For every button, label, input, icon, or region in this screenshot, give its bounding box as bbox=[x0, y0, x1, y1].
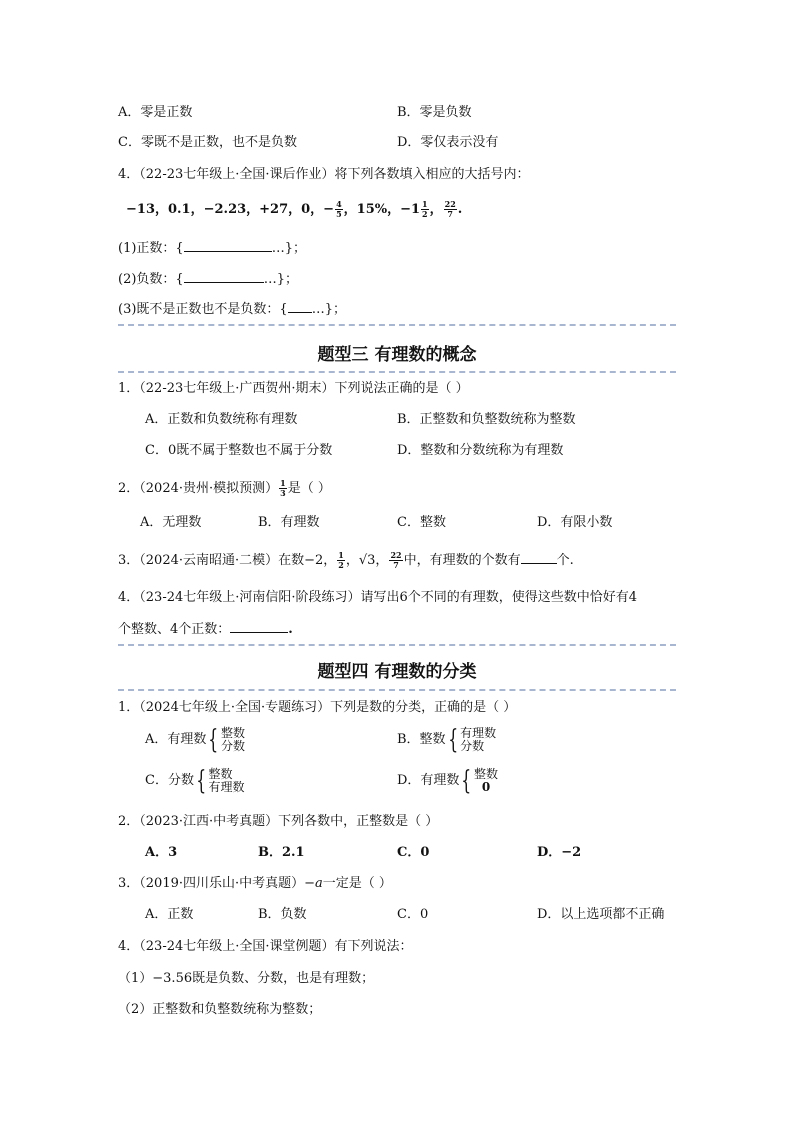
answer-blank[interactable] bbox=[288, 300, 312, 313]
s3-q2-stem: 2．（2024·贵州·模拟预测） $\frac{1}{3}$ 是（ ） bbox=[118, 478, 331, 498]
s3-q1-option-a: A．正数和负数统称有理数 bbox=[145, 412, 298, 427]
s4-q2-stem: 2．（2023·江西·中考真题）下列各数中，正整数是（ ） bbox=[118, 814, 439, 829]
option-d: D．零仅表示没有 bbox=[397, 135, 499, 150]
section-title: 题型三 有理数的概念 bbox=[317, 345, 477, 365]
s4-q2-option-b: B．2.1 bbox=[258, 845, 305, 860]
s4-q4-item1: （1）−3.56既是负数、分数，也是有理数； bbox=[118, 971, 375, 986]
q4-part1: (1)正数：{ …}； bbox=[118, 241, 306, 256]
s4-q1-option-d: D．有理数{ 整数 0 bbox=[397, 766, 498, 796]
s4-q2-option-c: C．0 bbox=[397, 845, 430, 860]
s4-q3-stem: 3．（2019·四川乐山·中考真题）−a一定是（ ） bbox=[118, 876, 392, 891]
s4-q2-option-d: D．−2 bbox=[537, 845, 582, 860]
s4-q3-option-c: C．0 bbox=[397, 907, 429, 922]
q4-stem: 4．（22-23七年级上·全国·课后作业）将下列各数填入相应的大括号内： bbox=[118, 167, 530, 182]
s4-q3-option-a: A．正数 bbox=[145, 907, 194, 922]
s4-q4-stem: 4．（23-24七年级上·全国·课堂例题）有下列说法： bbox=[118, 939, 413, 954]
s4-q1-option-a: A．有理数{ 整数 分数 bbox=[145, 725, 245, 755]
answer-blank[interactable] bbox=[230, 620, 288, 633]
s3-q4-line2: 个整数、4个正数： . bbox=[118, 622, 293, 637]
option-c: C．零既不是正数，也不是负数 bbox=[118, 135, 297, 150]
s4-q3-option-d: D．以上选项都不正确 bbox=[537, 907, 665, 922]
s4-q1-stem: 1．（2024七年级上·全国·专题练习）下列是数的分类，正确的是（ ） bbox=[118, 700, 517, 715]
answer-blank[interactable] bbox=[184, 239, 272, 252]
section-divider bbox=[118, 689, 676, 691]
section-divider bbox=[118, 324, 676, 326]
s3-q2-option-d: D．有限小数 bbox=[537, 515, 613, 530]
s4-q1-option-b: B．整数{ 有理数 分数 bbox=[397, 725, 497, 755]
answer-blank[interactable] bbox=[184, 270, 264, 283]
s3-q2-option-b: B．有理数 bbox=[258, 515, 320, 530]
s3-q1-option-b: B．正整数和负整数统称为整数 bbox=[397, 412, 576, 427]
s3-q4-line1: 4．（23-24七年级上·河南信阳·阶段练习）请写出6个不同的有理数，使得这些数中恰好有4 bbox=[118, 590, 638, 605]
s3-q2-option-a: A．无理数 bbox=[140, 515, 202, 530]
s3-q1-stem: 1．（22-23七年级上·广西贺州·期末）下列说法正确的是（ ） bbox=[118, 381, 469, 396]
option-a: A．零是正数 bbox=[118, 105, 193, 120]
section-divider bbox=[118, 371, 676, 373]
s4-q1-option-c: C．分数{ 整数 有理数 bbox=[145, 766, 245, 796]
option-b: B．零是负数 bbox=[397, 105, 472, 120]
s4-q3-option-b: B．负数 bbox=[258, 907, 307, 922]
q4-part2: (2)负数：{ …}； bbox=[118, 272, 298, 287]
s3-q1-option-d: D．整数和分数统称为有理数 bbox=[397, 443, 564, 458]
answer-blank[interactable] bbox=[521, 551, 557, 564]
s3-q2-option-c: C．整数 bbox=[397, 515, 446, 530]
section-divider bbox=[118, 644, 676, 646]
s3-q3-stem: 3．（2024·云南昭通·二模）在数−2， $\frac{1}{2}$ ，√3， $\frac{22}{7}$ 中，有理数的个数有 个. bbox=[118, 550, 574, 570]
q4-number-list: −13，0.1，−2.23，+27，0，− $\frac{4}{5}$ ，15%，−1 $\frac{1}{2}$ ， $\frac{22}{7}$ . bbox=[126, 199, 463, 219]
s4-q4-item2: （2）正整数和负整数统称为整数； bbox=[118, 1002, 322, 1017]
s3-q1-option-c: C．0既不属于整数也不属于分数 bbox=[145, 443, 333, 458]
section-title: 题型四 有理数的分类 bbox=[317, 662, 477, 682]
s4-q2-option-a: A．3 bbox=[145, 845, 178, 860]
q4-part3: (3)既不是正数也不是负数：{ …}； bbox=[118, 302, 346, 317]
